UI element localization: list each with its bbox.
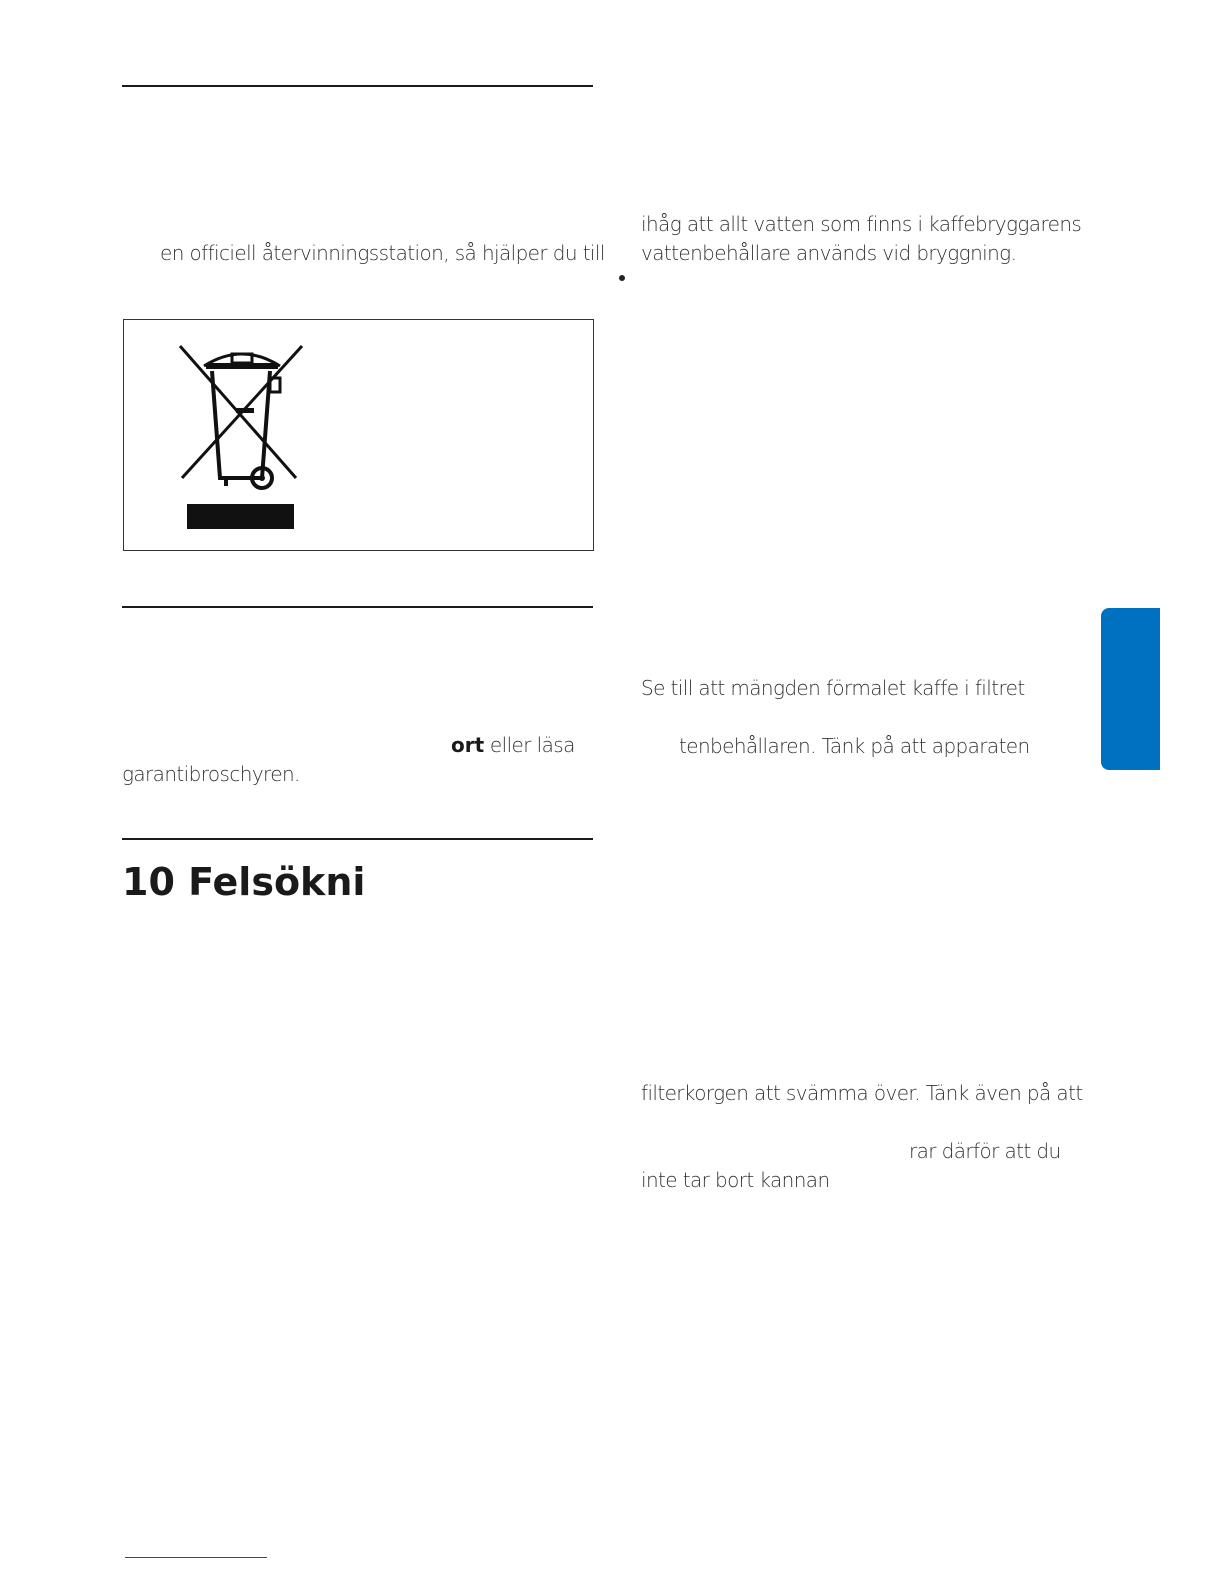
weee-bin-icon: [174, 338, 314, 518]
weee-underline-bar: [187, 504, 294, 529]
right-text-line4: tenbehållaren. Tänk på att apparaten: [679, 734, 1030, 758]
recycling-figure: [123, 319, 594, 551]
right-text-line3: Se till att mängden förmalet kaffe i filtret: [641, 676, 1025, 700]
support-suffix: eller läsa: [484, 733, 575, 757]
section-rule-top: [122, 85, 593, 87]
support-text-line1: [451, 731, 575, 760]
bullet-icon: [619, 275, 625, 281]
recycling-text: en officiell återvinningsstation, så hjälper du till: [160, 241, 605, 265]
support-bold-word: ort: [451, 733, 485, 757]
section-rule-middle: [122, 606, 593, 608]
right-text-line1: ihåg att allt vatten som finns i kaffebryggarens: [641, 212, 1082, 236]
right-text-line2: vattenbehållare används vid bryggning.: [641, 241, 1017, 265]
footer-line: [125, 1557, 267, 1558]
language-side-tab: [1101, 608, 1160, 770]
right-text-line7: inte tar bort kannan: [641, 1168, 830, 1192]
section-rule-bottom: [122, 838, 593, 840]
right-text-line6: rar därför att du: [909, 1139, 1061, 1163]
support-text-line2: garantibroschyren.: [122, 762, 300, 786]
section-heading: 10 Felsökni: [122, 860, 366, 904]
right-text-line5: filterkorgen att svämma över. Tänk även på att: [641, 1081, 1083, 1105]
